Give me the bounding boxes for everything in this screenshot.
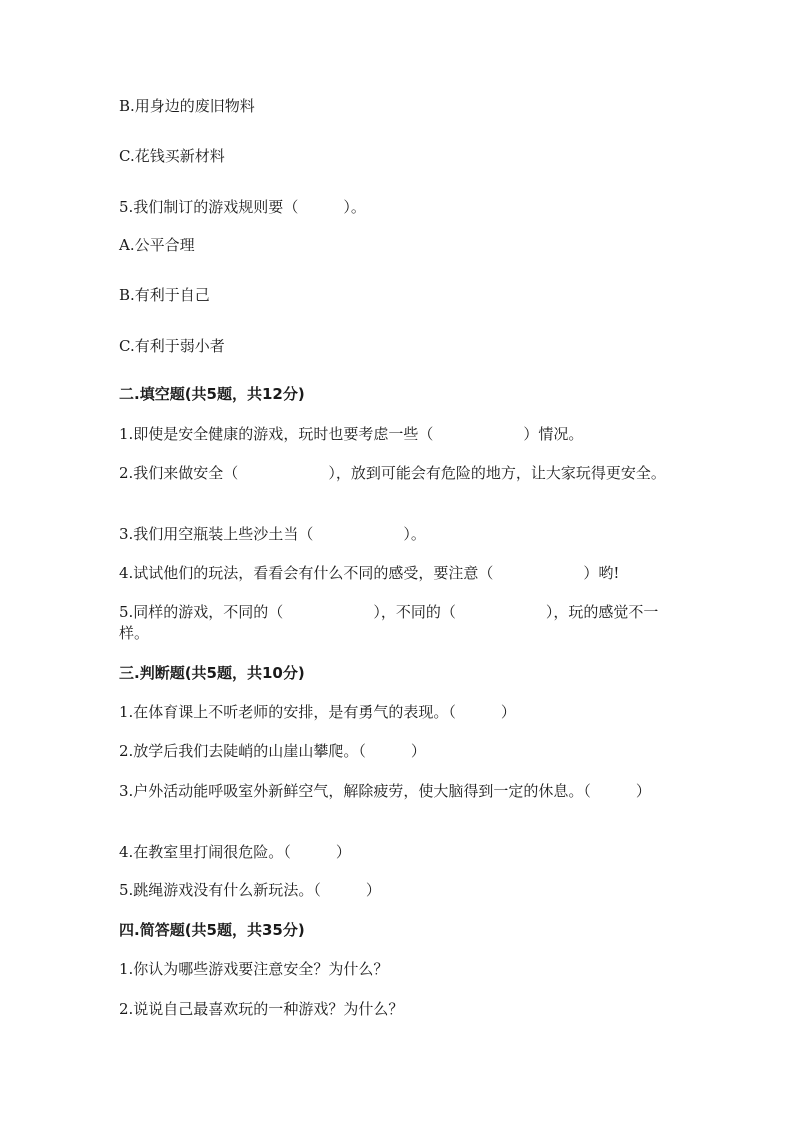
section-heading-true-false: 三.判断题(共5题，共10分) — [119, 664, 305, 682]
choice-option-4c: C.花钱买新材料 — [119, 147, 225, 165]
short-answer-item-2: 2.说说自己最喜欢玩的一种游戏？为什么？ — [119, 1000, 404, 1018]
choice-question-5-stem: 5.我们制订的游戏规则要（ ）。 — [119, 198, 366, 216]
true-false-item-1: 1.在体育课上不听老师的安排，是有勇气的表现。（ ） — [119, 703, 516, 721]
choice-option-4b: B.用身边的废旧物料 — [119, 97, 255, 115]
short-answer-item-1: 1.你认为哪些游戏要注意安全？为什么？ — [119, 960, 389, 978]
fill-blank-item-3: 3.我们用空瓶装上些沙土当（ ）。 — [119, 525, 426, 543]
choice-option-5a: A.公平合理 — [119, 236, 195, 254]
true-false-item-2: 2.放学后我们去陡峭的山崖山攀爬。（ ） — [119, 742, 426, 760]
section-heading-fill-blank: 二.填空题(共5题，共12分) — [119, 385, 305, 403]
true-false-item-4: 4.在教室里打闹很危险。（ ） — [119, 843, 351, 861]
true-false-item-5: 5.跳绳游戏没有什么新玩法。（ ） — [119, 881, 381, 899]
fill-blank-item-5: 5.同样的游戏，不同的（ ），不同的（ ），玩的感觉不一样。 — [119, 603, 659, 642]
fill-blank-item-4: 4.试试他们的玩法，看看会有什么不同的感受，要注意（ ）哟! — [119, 564, 620, 582]
choice-option-5b: B.有利于自己 — [119, 286, 210, 304]
section-heading-short-answer: 四.简答题(共5题，共35分) — [119, 921, 305, 939]
true-false-item-3: 3.户外活动能呼吸室外新鲜空气，解除疲劳，使大脑得到一定的休息。（ ） — [119, 782, 651, 800]
fill-blank-item-2: 2.我们来做安全（ ），放到可能会有危险的地方，让大家玩得更安全。 — [119, 464, 666, 482]
fill-blank-item-1: 1.即使是安全健康的游戏，玩时也要考虑一些（ ）情况。 — [119, 425, 584, 443]
choice-option-5c: C.有利于弱小者 — [119, 337, 225, 355]
